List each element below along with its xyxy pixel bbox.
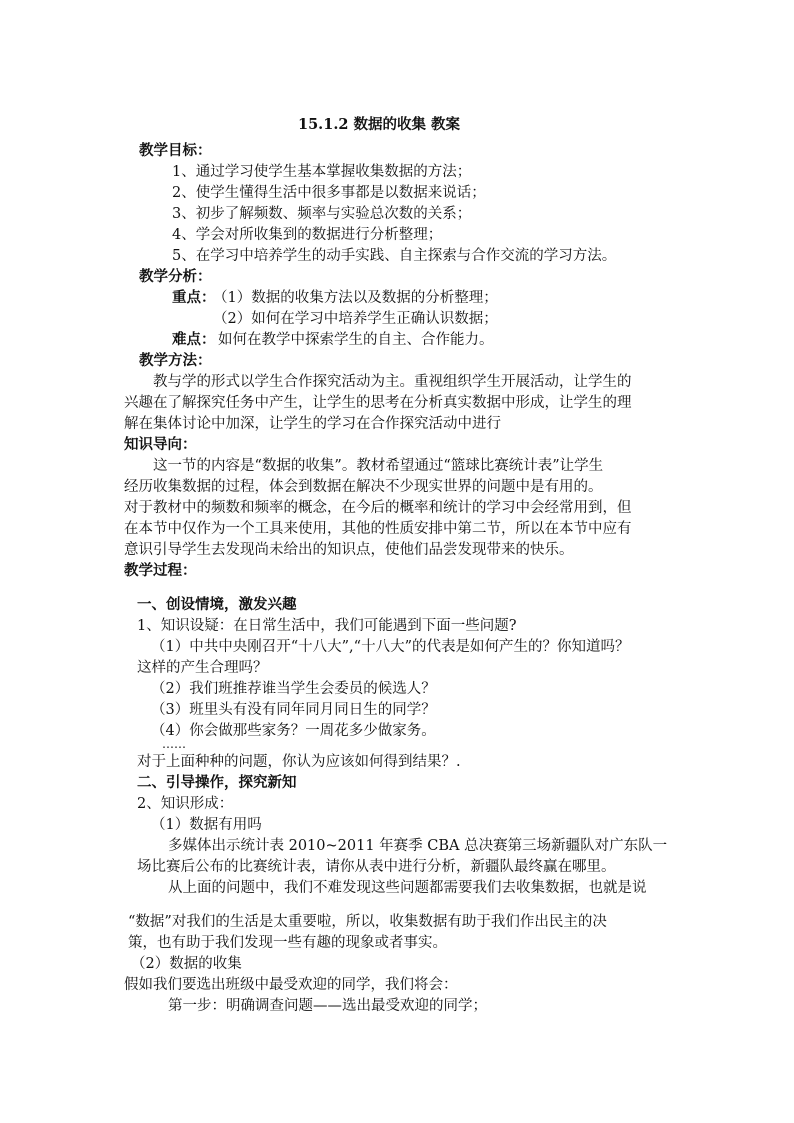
ellipsis: ……: [162, 737, 186, 751]
process-heading: 教学过程：: [124, 562, 197, 579]
guide-line: 这一节的内容是“数据的收集”。教材希望通过“篮球比赛统计表”让学生: [153, 458, 604, 474]
guide-line: 经历收集数据的过程，体会到数据在解决不少现实世界的问题中是有用的。: [124, 479, 603, 495]
subsection-2: （2）数据的收集: [131, 956, 242, 972]
key-point-1: （1）数据的收集方法以及数据的分析整理；: [213, 290, 498, 306]
guide-line: 意识引导学生去发现尚未给出的知识点，使他们品尝发现带来的快乐。: [124, 542, 574, 558]
section-2-line: 从上面的问题中，我们不难发现这些问题都需要我们去收集数据，也就是说: [168, 880, 647, 896]
step-1: 第一步：明确调查问题——选出最受欢迎的同学；: [168, 998, 487, 1014]
objective-item: 1、通过学习使学生基本掌握收集数据的方法；: [172, 164, 472, 180]
question-2: （2）我们班推荐谁当学生会委员的候选人？: [151, 681, 436, 697]
section-2-line: “数据”对我们的生活是太重要啦，所以，收集数据有助于我们作出民主的决: [128, 914, 607, 930]
guide-line: 对于教材中的频数和频率的概念，在今后的概率和统计的学习中会经常用到，但: [124, 500, 632, 516]
difficulty-label: 难点：: [172, 331, 216, 348]
subsection-2-intro: 假如我们要选出班级中最受欢迎的同学，我们将会：: [124, 977, 458, 993]
objective-item: 5、在学习中培养学生的动手实践、自主探索与合作交流的学习方法。: [172, 248, 617, 264]
key-point-2: （2）如何在学习中培养学生正确认识数据；: [213, 311, 498, 327]
objective-item: 2、使学生懂得生活中很多事都是以数据来说话；: [172, 185, 486, 201]
question-3: （3）班里头有没有同年同月同日生的同学？: [151, 702, 436, 718]
section-2-line: 多媒体出示统计表 2010~2011 年赛季 CBA 总决赛第三场新疆队对广东队一: [168, 838, 668, 854]
guide-line: 在本节中仅作为一个工具来使用，其他的性质安排中第二节，所以在本节中应有: [124, 521, 632, 537]
question-1-cont: 这样的产生合理吗？: [137, 660, 268, 676]
section-1-heading: 一、创设情境，激发兴趣: [137, 596, 297, 613]
key-label: 重点：: [172, 289, 216, 306]
section-1-intro: 1、知识设疑：在日常生活中，我们可能遇到下面一些问题?: [137, 618, 517, 634]
method-line: 解在集体讨论中加深，让学生的学习在合作探究活动中进行: [124, 416, 501, 432]
objective-item: 4、学会对所收集到的数据进行分析整理；: [172, 227, 443, 243]
question-1: （1）中共中央刚召开“十八大”,“十八大”的代表是如何产生的？你知道吗？: [151, 639, 630, 655]
difficulty-text: 如何在教学中探索学生的自主、合作能力。: [218, 332, 494, 348]
section-2-line: 策，也有助于我们发现一些有趣的现象或者事实。: [128, 935, 447, 951]
section-2-intro: 2、知识形成：: [137, 796, 234, 812]
objective-item: 3、初步了解频数、频率与实验总次数的关系；: [172, 206, 472, 222]
method-line: 教与学的形式以学生合作探究活动为主。重视组织学生开展活动，让学生的: [153, 374, 632, 390]
guide-heading: 知识导向：: [124, 436, 197, 453]
section-1-question: 对于上面种种的问题，你认为应该如何得到结果？.: [137, 754, 461, 770]
section-2-line: 场比赛后公布的比赛统计表，请你从表中进行分析，新疆队最终赢在哪里。: [137, 859, 616, 875]
subsection-1: （1）数据有用吗: [151, 817, 262, 833]
question-4: （4）你会做那些家务？一周花多少做家务。: [151, 723, 436, 739]
objectives-heading: 教学目标：: [139, 142, 212, 159]
analysis-heading: 教学分析：: [139, 268, 212, 285]
method-heading: 教学方法：: [139, 352, 212, 369]
method-line: 兴趣在了解探究任务中产生，让学生的思考在分析真实数据中形成，让学生的理: [124, 395, 632, 411]
doc-title: 15.1.2 数据的收集 教案: [298, 116, 461, 133]
section-2-heading: 二、引导操作，探究新知: [137, 774, 297, 791]
